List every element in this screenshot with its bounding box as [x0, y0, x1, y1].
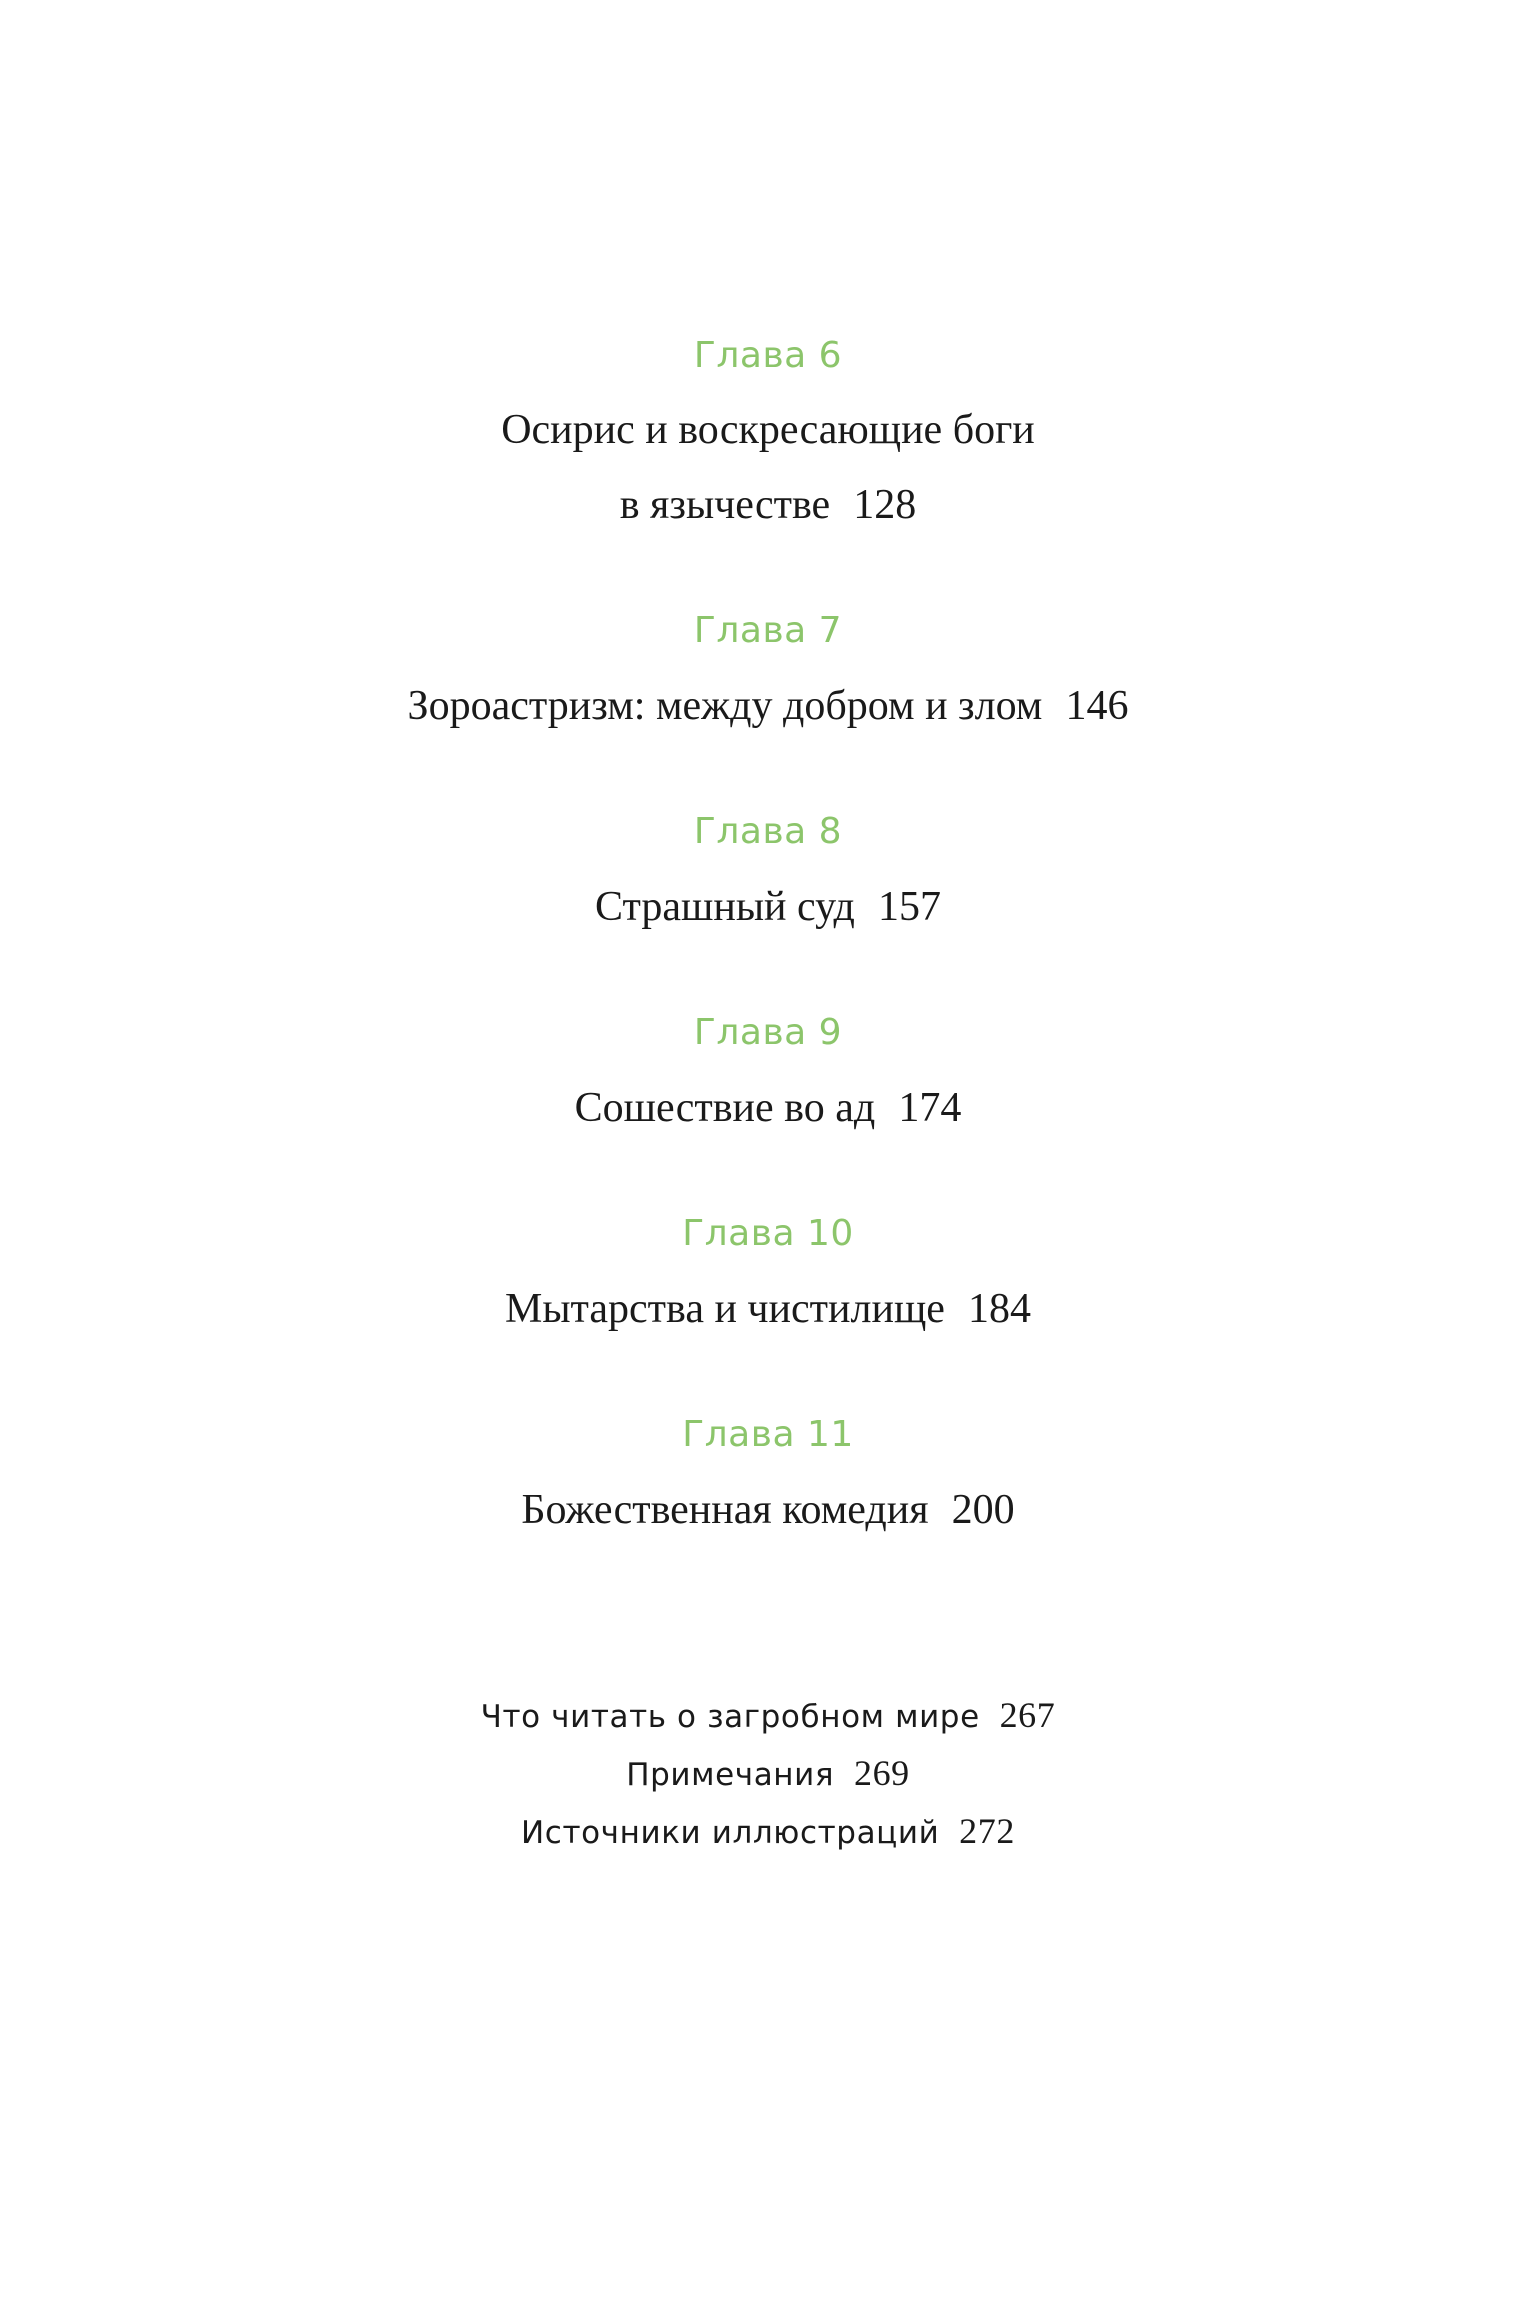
chapter-6-title-line-2-text: в язычестве [619, 482, 831, 528]
notes-title: Примечания [626, 1757, 835, 1793]
chapter-10-title-text: Мытарства и чистилище [504, 1286, 945, 1332]
chapter-6-label: Глава 6 [693, 335, 843, 376]
chapter-8-label: Глава 8 [693, 811, 843, 852]
further-reading-page-number: 267 [999, 1695, 1056, 1735]
chapter-7-label: Глава 7 [693, 610, 843, 651]
notes-page-number: 269 [853, 1753, 910, 1793]
chapter-10-page-number: 184 [968, 1286, 1032, 1332]
chapter-6-title-line-1: Осирис и воскресающие боги [501, 407, 1035, 453]
chapter-9-title-text: Сошествие во ад [574, 1085, 876, 1131]
chapter-6-page-number: 128 [853, 482, 917, 528]
chapter-9-label: Глава 9 [693, 1012, 843, 1053]
chapter-11-page-number: 200 [951, 1487, 1015, 1533]
back-matter-illustration-sources[interactable] [0, 1810, 1536, 1852]
chapter-8-title-text: Страшный суд [595, 884, 855, 930]
illustration-sources-page-number: 272 [959, 1811, 1015, 1851]
chapter-11-title[interactable] [0, 1486, 1536, 1534]
illustration-sources-title: Источники иллюстраций [521, 1815, 940, 1851]
back-matter-notes[interactable] [0, 1752, 1536, 1794]
chapter-11-label: Глава 11 [682, 1414, 854, 1455]
chapter-10-title[interactable] [0, 1285, 1536, 1333]
chapter-6-title-line-2[interactable] [0, 481, 1536, 529]
chapter-8-page-number: 157 [877, 884, 941, 930]
chapter-7-title[interactable] [0, 682, 1536, 730]
chapter-8-title[interactable] [0, 883, 1536, 931]
chapter-7-page-number: 146 [1065, 683, 1129, 729]
further-reading-title: Что читать о загробном мире [480, 1699, 980, 1735]
chapter-10-label: Глава 10 [682, 1213, 854, 1254]
chapter-11-title-text: Божественная комедия [521, 1487, 929, 1533]
chapter-9-page-number: 174 [898, 1085, 962, 1131]
chapter-9-title[interactable] [0, 1084, 1536, 1132]
back-matter-further-reading[interactable] [0, 1694, 1536, 1736]
chapter-7-title-text: Зороастризм: между добром и злом [407, 683, 1043, 729]
